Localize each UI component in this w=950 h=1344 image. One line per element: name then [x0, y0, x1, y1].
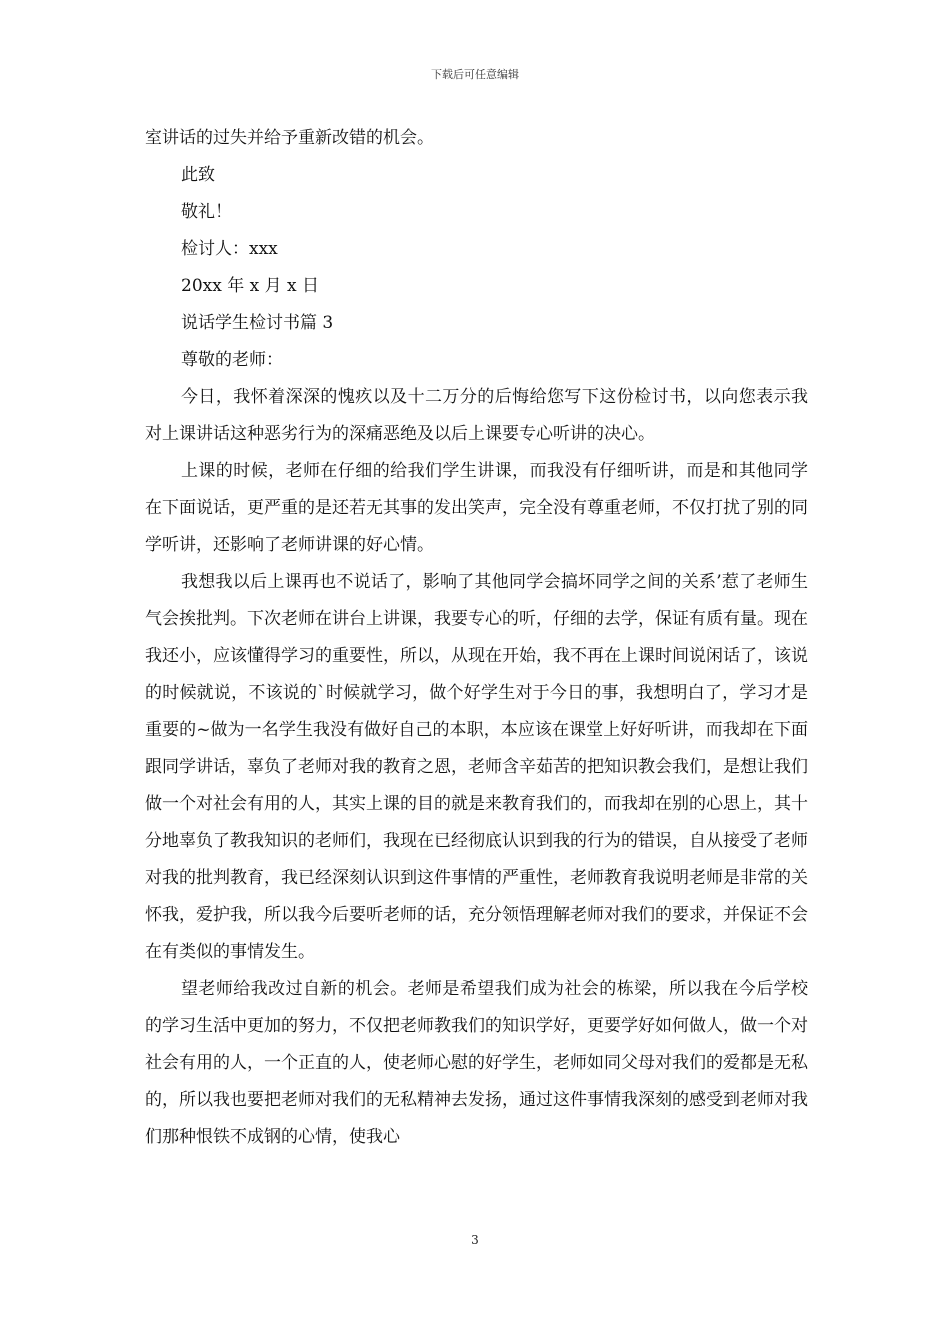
- date-line: 20xx 年 x 月 x 日: [181, 276, 320, 296]
- document-body: [145, 120, 808, 1156]
- section-title: 说话学生检讨书篇 3: [181, 313, 334, 333]
- body-paragraph: 今日，我怀着深深的愧疚以及十二万分的后悔给您写下这份检讨书，以向您表示我对上课讲话这种恶劣行为的深痛恶绝及以后上课要专心听讲的决心。: [145, 387, 808, 444]
- page-number: 3: [471, 1233, 479, 1247]
- body-paragraph: 上课的时候，老师在仔细的给我们学生讲课，而我没有仔细听讲，而是和其他同学在下面说话，更严重的是还若无其事的发出笑声，完全没有尊重老师，不仅打扰了别的同学听讲，还影响了老师讲课的好心情。: [145, 461, 808, 555]
- signature-line: 检讨人：xxx: [181, 239, 278, 259]
- greeting-line: 尊敬的老师：: [181, 350, 283, 370]
- body-paragraph: 望老师给我改过自新的机会。老师是希望我们成为社会的栋梁，所以我在今后学校的学习生活中更加的努力，不仅把老师教我们的知识学好，更要学好如何做人，做一个对社会有用的人，一个正直的人，使老师心慰的好学生，老师如同父母对我们的爱都是无私的，所以我也要把老师对我们的无私精神去发扬，通过这件事情我深刻的感受到老师对我们那种恨铁不成钢的心情，使我心: [145, 979, 808, 1147]
- closing-respect: 敬礼！: [181, 202, 232, 222]
- page-header-note: 下载后可任意编辑: [431, 68, 519, 81]
- body-paragraph: 我想我以后上课再也不说话了，影响了其他同学会搞坏同学之间的关系’惹了老师生气会挨批判。下次老师在讲台上讲课，我要专心的听，仔细的去学，保证有质有量。现在我还小，应该懂得学习的重要性，所以，从现在开始，我不再在上课时间说闲话了，该说的时候就说，不该说的`时候就学习，做个好学生对于今日的事，我想明白了，学习才是重要的~做为一名学生我没有做好自己的本职，本应该在课堂上好好听讲，而我却在下面跟同学讲话，辜负了老师对我的教育之恩，老师含辛茹苦的把知识教会我们，是想让我们做一个对社会有用的人，其实上课的目的就是来教育我们的，而我却在别的心思上，其十分地辜负了教我知识的老师们，我现在已经彻底认识到我的行为的错误，自从接受了老师对我的批判教育，我已经深刻认识到这件事情的严重性，老师教育我说明老师是非常的关怀我，爱护我，所以我今后要听老师的话，充分领悟理解老师对我们的要求，并保证不会在有类似的事情发生。: [145, 572, 808, 962]
- closing-salutation: 此致: [181, 165, 215, 185]
- continued-line: 室讲话的过失并给予重新改错的机会。: [145, 128, 434, 148]
